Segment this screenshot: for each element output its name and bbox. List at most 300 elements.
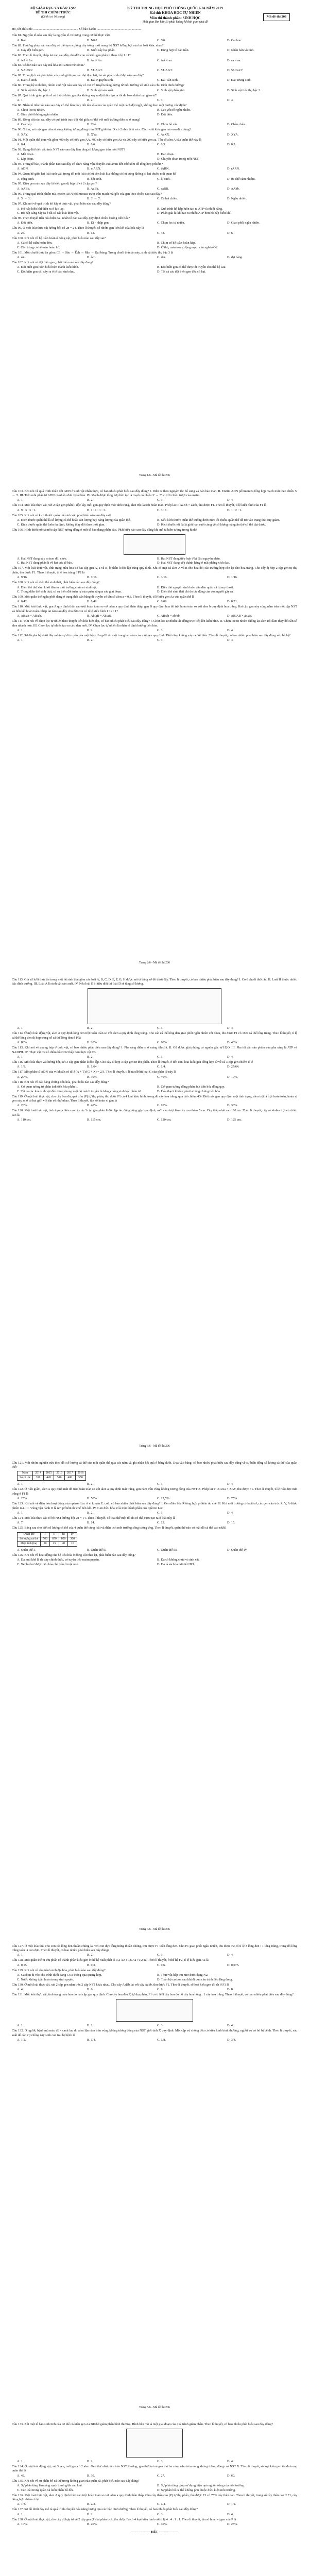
answer-option: B. 2. (87, 1953, 94, 1957)
answer-option: C. 3/16. (157, 575, 168, 580)
answer-option: A. 1. (17, 1055, 24, 1059)
answer-option: C. 3. (157, 2512, 164, 2516)
answer-option: B. 3' → 5'. (87, 197, 101, 201)
meiosis-cell-figure (126, 2429, 183, 2458)
question-text: Câu 94. Quan hệ giữa hai loài sinh vật, trong đó một loài có lợi còn loài kia không có lợi cũng không bị hại thuộc mối quan hệ (12, 172, 176, 176)
answer-option: D. 4. (227, 629, 234, 632)
header-official: ĐỀ THI CHÍNH THỨC (36, 10, 71, 14)
answer-option: C. Các loài trong quần xã luôn phân bố đều. (17, 2488, 75, 2492)
end-marker: ------------------ HẾT ------------------ (131, 2530, 178, 2534)
answer-options (17, 143, 297, 147)
answer-option: B. 0,49. (87, 600, 97, 604)
table-cell: I (41, 1532, 50, 1537)
answer-option: A. 5'AUG3'. (17, 68, 33, 72)
answer-option: B. 2. (87, 2024, 94, 2028)
answer-option: C. 3. (157, 2459, 164, 2463)
answer-option: A. 1. (17, 2459, 24, 2463)
table-cell: 25 (50, 1541, 59, 1546)
answer-option: B. Sinh vật sản xuất. (87, 88, 114, 92)
answer-options (17, 231, 297, 235)
answer-option: C. 27. (157, 2473, 165, 2478)
answer-option: C. kí sinh. (157, 177, 170, 181)
answer-options (17, 89, 297, 93)
answer-option: A. Đột biến gen luôn biểu hiện thành kiểu hình. (17, 265, 79, 269)
answer-options (17, 152, 297, 161)
answer-option: B. 14. (87, 1521, 95, 1525)
page-footer: Trang 4/6 - Mã đề thi 206 (139, 1928, 170, 1931)
answer-option: B. 115 cm. (87, 1118, 101, 1122)
answer-option: A. 10%. (17, 2522, 28, 2527)
question-text: Câu 100. Khi nói về hệ tuần hoàn ở động vật, phát biểu nào sau đây sai? (12, 236, 106, 240)
question-text: Câu 115. Khi nói về quang hợp ở thực vật, có bao nhiêu phát biểu sau đây đúng? I. Pha sáng diễn ra ở màng tilacôit. II. O2 được giải phóng có nguồn gốc từ H2O. III. Pha tối cần sản phẩm của pha sáng là ATP và NADPH. IV. Thực vật C4 có điểm bù CO2 thấp hơn thực vật C3. (12, 1046, 297, 1054)
question-text: Câu 81. Nguyên tố nào sau đây là nguyên tố vi lượng trong cơ thể thực vật? (12, 33, 110, 38)
answer-option: D. 4. (227, 1026, 234, 1030)
answer-option: B. 20%. (87, 1041, 98, 1045)
answer-options (17, 1511, 297, 1515)
question-text: Câu 89. Động vật nào sau đây có quá trình trao đổi khí giữa cơ thể với môi trường diễn ra ở mang? (12, 117, 141, 122)
question-text: Câu 113. Giả sử lưới thức ăn trong một hệ sinh thái gồm các loài A, B, C, D, E, F, G, H được mô tả bằng sơ đồ dưới đây. Theo lí thuyết, có bao nhiêu phát biểu sau đây đúng? I. Có 6 chuỗi thức ăn. II. Loài H thuộc nhiều bậc dinh dưỡng. III. Loài A là sinh vật sản xuất. IV. Nếu loài E bị tiêu diệt thì loài D sẽ tăng số lượng. (12, 977, 297, 986)
answer-options (17, 614, 297, 618)
question-text: Câu 135. Khi nói về sự phân bố cá thể trong không gian của quần xã, phát biểu nào sau đây đúng? (12, 2479, 140, 2483)
question-text: Câu 110. Một loài thực vật, gen A quy định thân cao trội hoàn toàn so với alen a quy định thân thấp; gen B quy định hoa đỏ trội hoàn toàn so với alen b quy định hoa trắng. Hai cặp gen này cùng nằm trên một cặp NST và liên kết hoàn toàn. Phép lai nào sau đây cho đời con có tỉ lệ kiểu hình 1 : 2 : 1? (12, 605, 297, 613)
question-text: Câu 98. Theo thuyết tiến hóa hiện đại, nhân tố nào sau đây quy định chiều hướng tiến hóa? (12, 216, 130, 221)
answer-option: D. 40%. (227, 1041, 238, 1045)
answer-option: D. AB/AB × ab/ab. (227, 614, 252, 618)
answer-option: A. 1. (17, 2512, 24, 2516)
question-text: Câu 95. Kiểu gen nào sau đây là kiểu gen dị hợp tử về 2 cặp gen? (12, 182, 97, 186)
answer-option: C. Sinh vật phân giải. (157, 88, 185, 92)
answer-option: D. 4. (227, 1511, 234, 1515)
answer-option: A. Hô hấp hiếu khí diễn ra ở lục lạp. (17, 207, 64, 211)
answer-option: D. Châu chấu. (227, 123, 246, 127)
question-text: Câu 125. Bảng sau cho biết số lượng cá thể của 4 quần thể cùng loài và diện tích môi trường sống tương ứng. Theo lí thuyết, quần thể nào có mật độ cá thể cao nhất? (12, 1526, 227, 1530)
header-center (94, 6, 256, 25)
answer-option: B. Aa × Aa. (87, 58, 102, 62)
answer-option: C. 3. (157, 98, 164, 103)
answer-options (17, 1988, 297, 1992)
answer-option: D. Quần thể IV. (227, 1548, 248, 1552)
answer-option: D. Ngẫu nhiên. (227, 197, 247, 201)
table-cell: 2016 (54, 1471, 65, 1476)
answer-option: B. hội sinh. (87, 177, 102, 181)
answer-option: A. Gây đột biến gen. (17, 48, 44, 53)
answer-option: A. 80%. (17, 1041, 28, 1045)
answer-option: D. Phân giải kị khí tạo ra nhiều ATP hơn hô hấp hiếu khí. (157, 211, 232, 215)
table-cell: 300 (68, 1537, 77, 1541)
table-cell: 510 (54, 1476, 65, 1481)
question-text: Câu 120. Một loài thực vật, tính trạng chiều cao cây do 3 cặp gen phân li độc lập tác động cộng gộp quy định; mỗi alen trội làm cây cao thêm 5 cm. Cây thấp nhất cao 100 cm. Theo lí thuyết, cây có 4 alen trội có chiều cao là (12, 1109, 297, 1117)
answer-options (17, 575, 297, 580)
answer-option: D. rARN. (227, 167, 240, 171)
answer-option: C. Giao phối không ngẫu nhiên. (17, 112, 59, 116)
question-text: Câu 88. Nhân tố tiến hóa nào sau đây có thể làm thay đổi tần số alen của quần thể một cách đột ngột, không theo một hướng xác định? (12, 103, 187, 107)
answer-option: C. 9. (157, 1987, 164, 1991)
answer-options (17, 197, 297, 201)
page-footer: Trang 5/6 - Mã đề thi 206 (139, 2406, 170, 2410)
question-text: Câu 101. Một chuỗi thức ăn gồm: Cỏ → Sâu → Ếch → Rắn → Đại bàng. Trong chuỗi thức ăn này, sinh vật tiêu thụ bậc 3 là (12, 250, 173, 255)
answer-option: C. Kích thước quần thể luôn ổn định, không thay đổi theo thời gian. (17, 522, 105, 527)
answer-option: A. Kali. (17, 38, 28, 42)
answer-option: B. Cơ quan tương đồng phản ánh tiến hóa đồng quy. (157, 1085, 225, 1089)
answer-option: D. AAbb. (227, 187, 240, 191)
table-cell: IV (68, 1532, 77, 1537)
answer-option: A. XAY. (17, 132, 28, 137)
answer-options (17, 1104, 297, 1108)
table-cell: Năm (18, 1471, 33, 1476)
answer-option: C. Đột biến gen chỉ xảy ra ở tế bào sinh dục. (17, 269, 75, 274)
question-text: Câu 85. Trong lịch sử phát triển của sinh giới qua các đại địa chất, bò sát phát sinh ở đại nào sau đây? (12, 73, 144, 77)
answer-options (17, 2484, 297, 2493)
question-text: Câu 103. Khi nói về quá trình nhân đôi ADN ở sinh vật nhân thực, có bao nhiêu phát biểu sau đây đúng? I. Diễn ra theo nguyên tắc bổ sung và bán bảo toàn. II. Enzim ADN pôlimeraza tổng hợp mạch mới theo chiều 5' → 3'. III. Trên mỗi phân tử ADN có nhiều đơn vị tái bản. IV. Mạch được tổng hợp liên tục là mạch có chiều 3' → 5' so với chiều trượt của enzim. (12, 489, 297, 497)
answer-option: C. 10%. (157, 1104, 168, 1108)
answer-option: A. Cơ quan tương tự phản ánh tiến hóa phân li. (17, 1085, 78, 1089)
answer-option: A. 9 : 3 : 3 : 1. (17, 508, 36, 512)
table-cell: 420 (43, 1476, 54, 1481)
answer-option: B. 30%. (87, 1075, 98, 1079)
answer-option: D. 3/4. (227, 2038, 236, 2042)
answer-option: B. Nuôi cấy hạt phấn. (87, 48, 115, 53)
answer-option: B. Nitơ. (87, 38, 98, 42)
answer-option: B. 1/64. (87, 1065, 98, 1069)
answer-options (17, 48, 297, 53)
table-cell: 2014 (33, 1471, 44, 1476)
answer-option: D. 30%. (227, 1104, 238, 1108)
question-text: Câu 108. Khi nói về diễn thế sinh thái, phát biểu nào sau đây đúng? (12, 581, 100, 585)
answer-option: A. Sự phân tầng làm tăng cạnh tranh giữa các loài. (17, 2484, 83, 2488)
answer-option: C. 0,3. (157, 142, 166, 146)
answer-option: A. 110 cm. (17, 1118, 31, 1122)
answer-option: A. 1. (17, 98, 24, 103)
exam-page (4, 2, 305, 481)
answer-option: A. 7. (17, 1521, 24, 1525)
answer-option: D. 4. (227, 2512, 234, 2516)
answer-option: C. Đại Tân sinh. (157, 78, 179, 82)
header-left (12, 6, 94, 19)
table-cell: 2015 (43, 1471, 54, 1476)
answer-option: A. 5' → 3'. (17, 197, 31, 201)
answer-option: C. Trong diễn thế sinh thái, có sự biến đổi tuần tự của quần xã qua các giai đoạn. (17, 590, 122, 594)
answer-option: C. 3. (157, 498, 164, 502)
answer-option: D. 4. (227, 2024, 234, 2028)
table-cell: 480 (65, 1476, 76, 1481)
answer-option: B. 0,6. (87, 142, 96, 146)
answer-option: A. 4. (17, 1987, 24, 1991)
candidate-line: Họ, tên thí sinh: ....................................................... Số báo danh: ....................................................... (12, 27, 142, 31)
answer-option: D. 60. (227, 2473, 235, 2478)
answer-option: C. 40%. (157, 1075, 168, 1079)
question-text: Câu 129. Khi nói về chu trình sinh địa hóa, phát biểu nào sau đây đúng? (12, 1968, 106, 1972)
answer-option: B. 2. (87, 498, 94, 502)
answer-option: B. Quá trình hô hấp luôn tạo ra ATP và nhiệt năng. (157, 207, 223, 211)
answer-option: A. Sinh vật tiêu thụ bậc 1. (17, 88, 51, 92)
table-cell: 10 (68, 1541, 77, 1546)
answer-option: C. Côn trùng có hệ tuần hoàn hở. (17, 245, 60, 249)
answer-option: D. Nhân bản vô tính. (227, 48, 254, 53)
answer-option: B. 30. (87, 2473, 95, 2478)
table-cell: 20 (41, 1541, 50, 1546)
answer-option: B. AaBb. (87, 187, 99, 191)
question-text: Câu 92. Dạng đột biến cấu trúc NST nào sau đây làm tăng số lượng gen trên một NST? (12, 147, 125, 151)
answer-options (17, 1953, 297, 1957)
answer-option: B. 2. (87, 638, 94, 642)
question-text: Câu 116. Một loài thực vật lưỡng bội, xét 3 cặp gen phân li độc lập. Cho cây dị hợp 3 cặp gen tự thụ phấn. Theo lí thuyết, ở đời con, loại kiểu gen đồng hợp tử về cả 3 cặp gen chiếm tỉ lệ (12, 1060, 253, 1064)
answer-option: D. 5'UGA3'. (227, 68, 244, 72)
answer-option: B. 2. (87, 1055, 94, 1059)
answer-option: D. 1 : 2 : 1. (227, 508, 242, 512)
answer-option: D. 4. (227, 498, 234, 502)
answer-options (17, 629, 297, 633)
answer-option: B. 40%. (87, 1104, 98, 1108)
table-cell: III (59, 1532, 68, 1537)
question-text: Câu 93. Trong tế bào, thành phần nào sau đây có chức năng vận chuyển axit amin đến ribôxôm để tổng hợp prôtêin? (12, 162, 163, 166)
answer-option: D. 4. (227, 98, 234, 103)
exam-page (4, 484, 305, 969)
answer-option: C. Hô hấp sáng xảy ra ở tất cả các loài thực vật. (17, 211, 79, 215)
answer-option: D. Hóa thạch không phải là bằng chứng tiến hóa. (157, 1089, 221, 1093)
answer-options (17, 187, 297, 191)
answer-option: C. Quần thể III. (157, 1548, 178, 1552)
answer-option: A. 1. (17, 2024, 24, 2028)
question-text: Câu 128. Một quần thể tự thụ phấn có thành phần kiểu gen ở thế hệ xuất phát là 0,2 AA : 0,6 Aa : 0,2 aa. Theo lí thuyết, ở thế hệ F2, tỉ lệ kiểu gen Aa là (12, 1958, 209, 1962)
answer-option: B. 2. (87, 2459, 94, 2463)
answer-option: C. 3. (157, 1511, 164, 1515)
exam-page (4, 1456, 305, 1935)
answer-option: C. 40%. (157, 2522, 168, 2527)
answer-options (17, 2502, 297, 2506)
question-text: Câu 91. Một quần thể thực vật gồm 400 cây có kiểu gen AA, 400 cây có kiểu gen Aa và 200 cây có kiểu gen aa. Tần số alen A của quần thể này là (12, 138, 202, 142)
answer-option: A. AA × Aa. (17, 58, 33, 62)
question-text: Câu 90. Ở thú, xét một gen nằm ở vùng không tương đồng trên NST giới tính X có 2 alen là A và a. Cách viết kiểu gen nào sau đây đúng? (12, 128, 191, 132)
answer-option: C. 3. (157, 1482, 164, 1486)
answer-options (17, 1065, 297, 1069)
answer-option: D. Tất cả các đột biến gen đều có hại. (157, 269, 206, 274)
answer-option: B. Dạ cỏ không chứa vi sinh vật. (157, 1558, 200, 1562)
answer-options (17, 1963, 297, 1968)
answer-options (17, 177, 297, 181)
answer-option: D. 4. (227, 2459, 234, 2463)
answer-options (17, 1521, 297, 1525)
answer-option: D. Diễn thế sinh thái chỉ do tác động của con người gây ra. (157, 590, 234, 594)
answer-option: C. 0,6. (157, 1963, 166, 1967)
question-text: Câu 131. Một loài thực vật, tính trạng màu hoa do hai cặp gen quy định. Cho cây hoa đỏ (P) tự thụ phấn, F1 có tỉ lệ 9 cây hoa đỏ : 6 cây hoa hồng : 1 cây hoa trắng. Theo lí thuyết, có bao nhiêu phát biểu sau đây đúng? (12, 1992, 294, 1996)
answer-option: D. 4. (227, 638, 234, 642)
answer-option: D. Giao phối ngẫu nhiên. (227, 221, 260, 225)
table-cell: Quần thể (18, 1532, 41, 1537)
answer-option: A. Kích thước quần thể là số lượng cá thể hoặc sản lượng hay năng lượng của quần thể. (17, 518, 131, 522)
answer-option: B. 50%. (87, 1497, 98, 1501)
answer-option: D. Đại Trung sinh. (227, 78, 252, 82)
answer-option: D. 15. (227, 1521, 235, 1525)
answer-option: C. 60%. (157, 1041, 168, 1045)
answer-option: A. Đại Cổ sinh. (17, 78, 38, 82)
answer-option: D. 125 cm. (227, 1118, 242, 1122)
page-footer: Trang 3/6 - Mã đề thi 206 (139, 1445, 170, 1448)
table-cell: Số cá thể (18, 1476, 33, 1481)
answer-option: A. 1. (17, 498, 24, 502)
answer-option: A. 1/8. (17, 1065, 26, 1069)
answer-option: A. Cá có hệ tuần hoàn đơn. (17, 241, 53, 245)
answer-option: C. 5'UAG3'. (157, 68, 174, 72)
answer-option: D. Sinh vật tiêu thụ bậc 2. (227, 88, 261, 92)
table-cell: 650 (50, 1537, 59, 1541)
question-text: Câu 136. Một loài thực vật, alen A quy định thân cao trội hoàn toàn so với alen a quy định thân thấp. Cho cây thân cao (P) tự thụ phấn, thu được F1 có 75% cây thân cao. Theo lí thuyết, trong số cây thân cao ở F1, cây đồng hợp chiếm tỉ lệ (12, 2493, 297, 2501)
answer-option: B. Đột biến gen có thể được di truyền cho thế hệ sau. (157, 265, 227, 269)
answer-options (17, 586, 297, 595)
exam-header (12, 6, 297, 25)
answer-options (17, 221, 297, 225)
answer-option: C. 3. (157, 1055, 164, 1059)
answer-option: B. 2. (87, 1026, 94, 1030)
answer-options (17, 39, 297, 43)
answer-option: B. 1/4. (87, 2038, 96, 2042)
answer-option: C. aaBB. (157, 187, 169, 191)
question-text: Câu 133. Xét một tế bào sinh tinh của cơ thể có kiểu gen Aa BD/bd giảm phân bình thường. Hình bên mô tả một giai đoạn của quá trình giảm phân. Theo lí thuyết, có bao nhiêu phát biểu sau đây đúng? (12, 2422, 273, 2426)
answer-option: A. 1. (17, 1026, 24, 1030)
answer-option: A. AABb. (17, 187, 30, 191)
table-cell: 500 (41, 1537, 50, 1541)
question-text: Câu 111. Khi nói về chọn lọc tự nhiên theo thuyết tiến hóa hiện đại, có bao nhiêu phát biểu sau đây đúng? I. Chọn lọc tự nhiên tác động trực tiếp lên kiểu hình. II. Chọn lọc tự nhiên chống lại alen trội làm thay đổi tần số alen nhanh hơn. III. Chọn lọc tự nhiên tạo ra các alen mới. IV. Chọn lọc tự nhiên là nhân tố định hướng tiến hóa. (12, 619, 297, 628)
answer-options (17, 59, 297, 63)
table-cell: 2018 (75, 1471, 86, 1476)
question-text: Câu 138. Ở một loài thực vật, cho cây dị hợp tử về 2 cặp gen (P) lai phân tích, thu được Fa có 4 loại kiểu hình với tỉ lệ 4 : 4 : 1 : 1. Theo lí thuyết, tần số hoán vị gen của P là (12, 2517, 236, 2521)
question-text: Câu 102. Khi nói về đột biến gen, phát biểu nào sau đây đúng? (12, 260, 94, 264)
answer-option: A. 25%. (17, 1497, 28, 1501)
answer-options (17, 518, 297, 527)
answer-option: D. 1/16. (227, 575, 238, 580)
answer-option: D. Đột biến. (157, 112, 174, 116)
answer-options (17, 265, 297, 274)
answer-options (17, 638, 297, 642)
answer-options (17, 2024, 297, 2028)
answer-option: A. 1. (17, 1511, 24, 1515)
question-text: Câu 132. Ở người, bệnh mù màu đỏ - xanh lục do alen lặn nằm trên vùng không tương đồng của NST giới tính X quy định. Một cặp vợ chồng đều có kiểu hình bình thường, người vợ có bố bị bệnh. Theo lí thuyết, xác suất để cặp vợ chồng này sinh con trai bị bệnh là (12, 2029, 297, 2037)
answer-options (17, 1055, 297, 1059)
answer-option: D. Kích thước tối đa là giới hạn cuối cùng về số lượng mà quần thể có thể đạt được. (157, 522, 266, 527)
answer-option: D. Toàn bộ cacbon sau khi đi qua chu trình đều lắng đọng. (157, 1977, 233, 1981)
answer-option: B. 12. (87, 231, 95, 235)
answer-option: B. 2. (87, 1482, 94, 1486)
answer-options (17, 2522, 297, 2527)
answer-option: A. 20%. (17, 1104, 28, 1108)
answer-option: A. 20%. (17, 1075, 28, 1079)
answer-option: C. Hai NST đang phân li về hai cực tế bào. (17, 561, 73, 565)
table-cell: 40 (59, 1541, 68, 1546)
question-text: Câu 118. Khi nói về các bằng chứng tiến hóa, phát biểu nào sau đây đúng? (12, 1080, 109, 1084)
page-footer: Trang 1/6 - Mã đề thi 206 (139, 474, 170, 478)
answer-option: B. Diễn thế nguyên sinh luôn dẫn đến quần xã bị suy thoái. (157, 585, 234, 589)
answer-option: D. 0,21. (227, 600, 238, 604)
exam-page (4, 973, 305, 1452)
exam-page (4, 2417, 305, 2576)
answer-option: A. 0,15. (17, 1963, 28, 1967)
answer-options (17, 1075, 297, 1079)
answer-option: D. 27/64. (227, 1065, 239, 1069)
answer-option: B. 2. (87, 1511, 94, 1515)
answer-options (17, 1548, 297, 1552)
header-pages-note: (Đề thi có 06 trang) (41, 15, 65, 19)
answer-options (17, 498, 297, 502)
question-text: Câu 137. Sơ đồ dưới đây mô tả quá trình chuyển hóa năng lượng qua các bậc dinh dưỡng. Theo lí thuyết, có bao nhiêu phát biểu sau đây đúng? (12, 2507, 198, 2512)
table-cell: 350 (33, 1476, 44, 1481)
answer-option: C. AaXX. (157, 132, 170, 137)
answer-option: C. 0,09. (157, 600, 167, 604)
answer-option: A. Dạ múi khế là dạ dày chính thức, có tuyến tiết enzim pepsin. (17, 1558, 100, 1562)
page-footer: Trang 2/6 - Mã đề thi 206 (139, 961, 170, 965)
answer-option: B. 2/3. (87, 2502, 96, 2506)
answer-option: C. Chim bồ câu. (157, 123, 179, 127)
answer-option: A. Diễn thế thứ sinh khởi đầu từ môi trường chưa có sinh vật. (17, 585, 97, 589)
question-text: Câu 123. Khi nói về điều hòa hoạt động của opêron Lac ở vi khuẩn E. coli, có bao nhiêu phát biểu sau đây đúng? I. Gen điều hòa R tổng hợp prôtêin ức chế. II. Khi môi trường có lactôzơ, các gen cấu trúc Z, Y, A được phiên mã. III. Vùng vận hành O là nơi prôtêin ức chế liên kết. IV. Gen điều hòa R là một thành phần của opêron Lac. (12, 1502, 297, 1510)
answer-options (17, 108, 297, 117)
answer-option: B. Ab/aB × Ab/aB. (87, 614, 112, 618)
answer-options (17, 123, 297, 127)
answer-options (17, 2038, 297, 2042)
answer-option: A. ADN. (17, 167, 29, 171)
answer-option: A. Hai NST đang xảy ra trao đổi chéo. (17, 556, 67, 561)
question-text: Câu 127. Ở một loài thú, cho con cái lông đen thuần chủng lai với con đực lông trắng thuần chủng, thu được F1 toàn lông đen. Cho F1 giao phối ngẫu nhiên, thu được F2 có tỉ lệ 3 lông đen : 1 lông trắng, trong đó lông trắng toàn là con đực. Theo lí thuyết, có bao nhiêu phát biểu sau đây đúng? (12, 1944, 297, 1952)
population-table-121 (17, 1471, 86, 1481)
answer-option: D. 75%. (227, 1497, 238, 1501)
answer-option: B. 7/16. (87, 575, 98, 580)
answer-option: D. ức chế cảm nhiễm. (227, 177, 256, 181)
answer-option: C. 3. (157, 629, 164, 632)
answer-option: C. 3. (157, 638, 164, 642)
question-text: Câu 134. Ở một loài động vật, xét 3 gen, mỗi gen có 2 alen. Gen thứ nhất nằm trên NST thường; gen thứ hai và gen thứ ba cùng nằm trên vùng không tương đồng của NST X. Theo lí thuyết, số loại kiểu gen tối đa trong quần thể là (12, 2464, 297, 2473)
answer-options (17, 133, 297, 137)
answer-option: B. Sự phân tầng giúp sử dụng hiệu quả nguồn sống của môi trường. (157, 2484, 245, 2488)
answer-option: B. XYa. (87, 132, 98, 137)
question-text: Câu 84. Côđon nào sau đây mã hóa axit amin mêtiônin? (12, 63, 85, 67)
answer-option: D. 8. (227, 1987, 234, 1991)
answer-options (17, 167, 297, 171)
answer-options (17, 1558, 297, 1567)
answer-options (17, 207, 297, 216)
question-text: Câu 105. Khi nói về kích thước quần thể sinh vật, phát biểu nào sau đây sai? (12, 513, 111, 517)
question-text: Câu 130. Ở một loài thực vật, xét 2 cặp gen nằm trên 2 cặp NST khác nhau. Cho cây AaBb lai với cây Aabb, thu được F1. Theo lí thuyết, số loại kiểu gen tối đa ở F1 là (12, 1982, 229, 1987)
answer-option: A. Đột biến. (17, 221, 33, 225)
answer-options (17, 1497, 297, 1501)
answer-option: B. mARN. (87, 167, 101, 171)
answer-option: C. Lặp đoạn. (17, 157, 34, 161)
population-table-125 (17, 1532, 77, 1547)
answer-option: B. 2. (87, 629, 94, 632)
answer-option: B. 20%. (87, 2522, 98, 2527)
answer-option: C. Chọn lọc tự nhiên. (157, 221, 185, 225)
question-text: Câu 86. Trong hệ sinh thái, nhóm sinh vật nào sau đây có vai trò truyền năng lượng từ môi trường vô sinh vào chu trình dinh dưỡng? (12, 83, 184, 88)
answer-options (17, 1118, 297, 1122)
question-text: Câu 96. Trong quá trình phiên mã, enzim ARN pôlimeraza trượt trên mạch mã gốc của gen theo chiều nào sau đây? (12, 192, 162, 196)
answer-option: B. Chim có hệ tuần hoàn kép. (157, 241, 196, 245)
answer-option: D. 4. (227, 1055, 234, 1059)
answer-option: B. Thỏ. (87, 123, 97, 127)
chromosome-figure (124, 534, 185, 555)
question-text: Câu 87. Quá trình giảm phân ở cơ thể có kiểu gen Aa không xảy ra đột biến tạo ra tối đa bao nhiêu loại giao tử? (12, 93, 157, 97)
header-subject: Môn thi thành phần: SINH HỌC (149, 15, 201, 20)
answer-options (17, 1973, 297, 1982)
answer-option: A. 1/2. (17, 2038, 26, 2042)
answer-options (17, 98, 297, 103)
answer-option: B. Hai NST đang tiếp hợp ở kì đầu nguyên phân. (157, 556, 221, 561)
answer-option: A. 1. (17, 1482, 24, 1486)
table-cell: 550 (75, 1476, 86, 1481)
question-text: Câu 82. Phương pháp nào sau đây có thể tạo ra giống cây trồng mới mang bộ NST lưỡng bội của hai loài khác nhau? (12, 43, 164, 47)
answer-options (17, 1482, 297, 1486)
answer-option: B. Nếu kích thước quần thể xuống dưới mức tối thiểu, quần thể dễ rơi vào trạng thái suy giảm. (157, 518, 280, 522)
answer-option: B. 1 : 1 : 1 : 1. (87, 508, 106, 512)
answer-option: B. 0,3. (87, 1963, 96, 1967)
header-section: Bài thi: KHOA HỌC TỰ NHIÊN (149, 11, 201, 15)
answer-option: C. 1/4. (157, 2502, 166, 2506)
